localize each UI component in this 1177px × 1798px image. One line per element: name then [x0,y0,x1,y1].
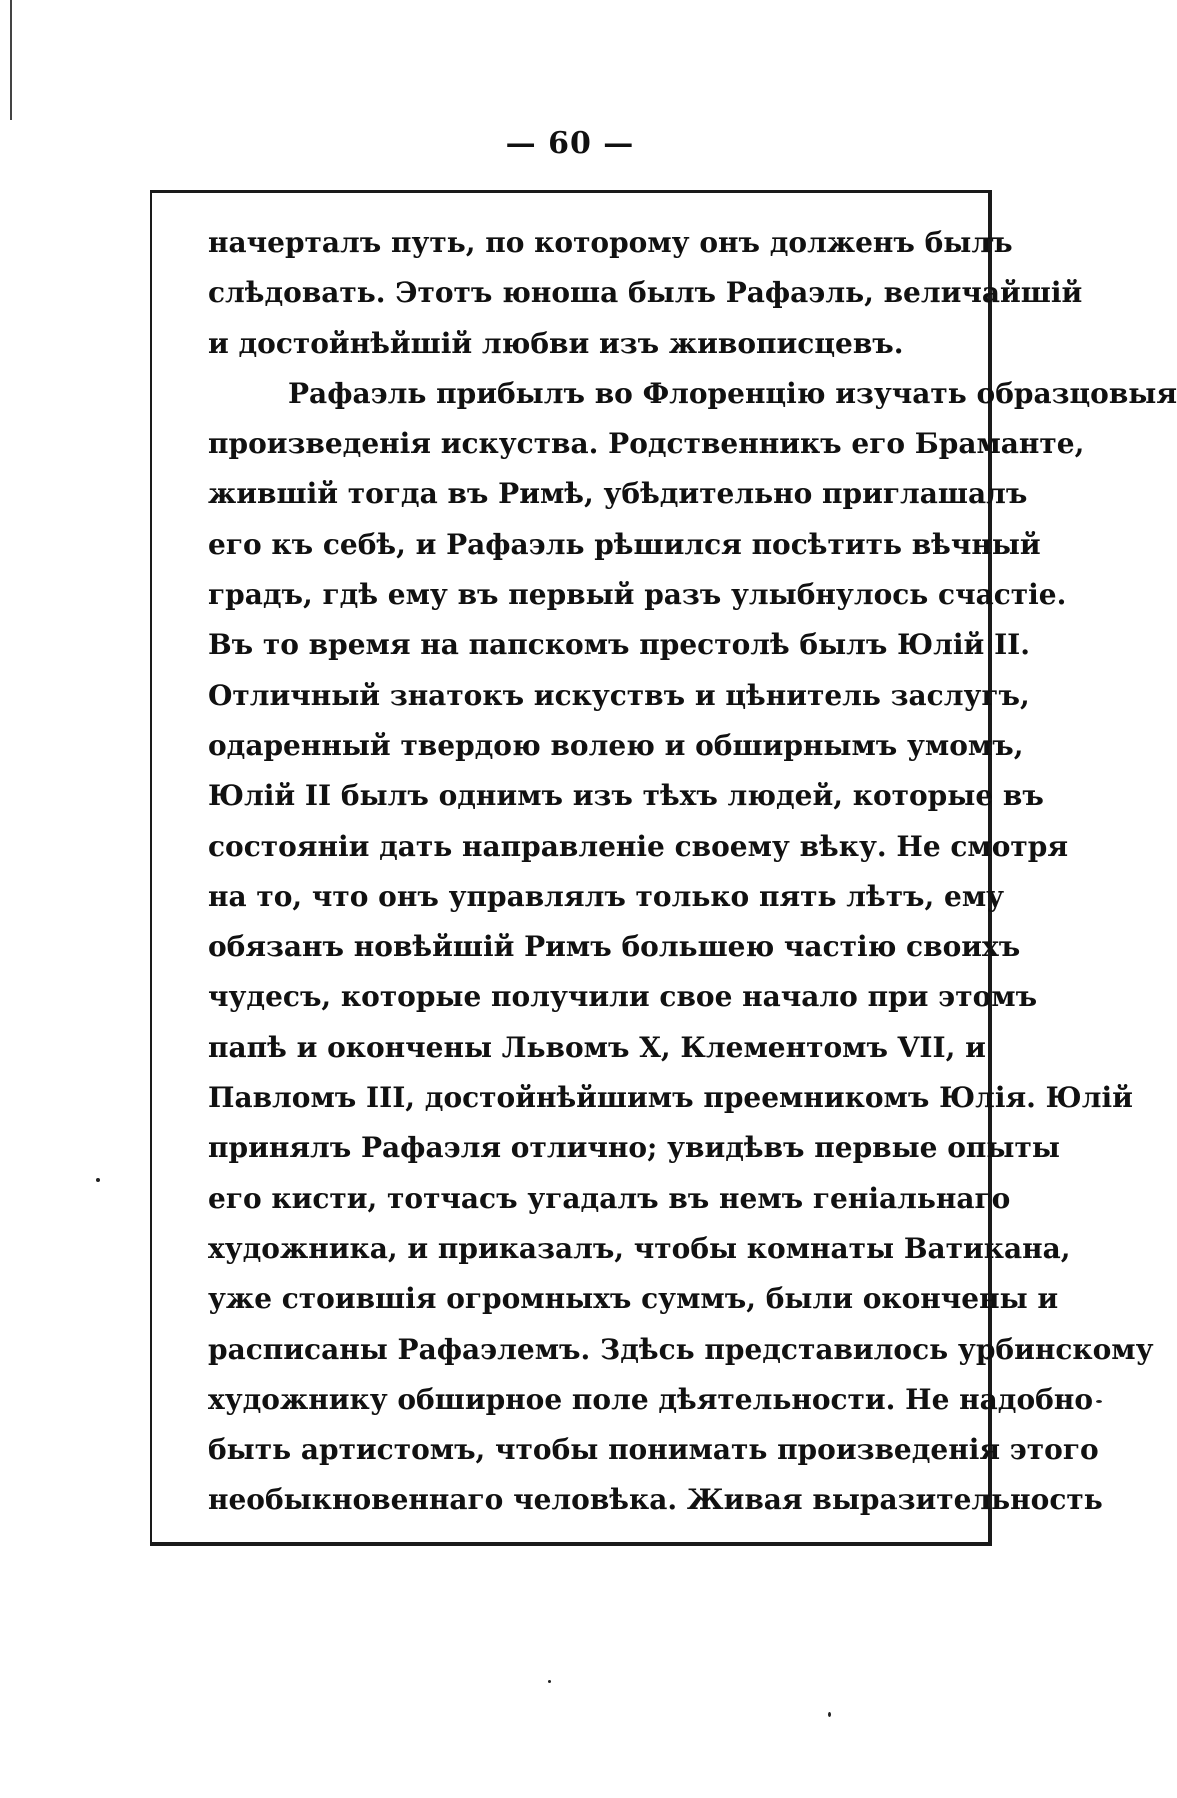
scan-speck [548,1680,551,1683]
text-line: обязанъ новѣйшій Римъ большею частію своихъ [208,930,1021,964]
text-line: и достойнѣйшій любви изъ живописцевъ. [208,326,904,360]
text-line: состояніи дать направленіе своему вѣку. Не смотря [208,829,1069,863]
paragraph-first-line: Рафаэль прибылъ во Флоренцію изучать образцовыя [288,376,1177,410]
scan-speck [96,1178,100,1182]
text-line: его кисти, тотчасъ угадалъ въ немъ геніальнаго [208,1181,1011,1215]
text-line: уже стоившія огромныхъ суммъ, были окончены и [208,1282,1059,1316]
page-number: — 60 — [505,126,635,161]
text-line: его къ себѣ, и Рафаэль рѣшился посѣтить вѣчный [208,527,1041,561]
text-line: папѣ и окончены Львомъ X, Клементомъ VII, и [208,1030,986,1064]
body-text [208,218,1177,1526]
text-line: начерталъ путь, по которому онъ долженъ былъ [208,226,1013,259]
text-line: необыкновеннаго человѣка. Живая выразительность [208,1483,1103,1517]
text-line: Павломъ III, достойнѣйшимъ преемникомъ Юлія. Юлій [208,1081,1133,1115]
text-line: принялъ Рафаэля отлично; увидѣвъ первые опыты [208,1131,1060,1165]
text-line: Отличный знатокъ искуствъ и цѣнитель заслугъ, [208,678,1030,712]
text-line: художнику обширное поле дѣятельности. Не надобно [208,1382,1093,1416]
text-line: произведенія искуства. Родственникъ его Браманте, [208,427,1085,461]
scan-speck [1096,1400,1102,1403]
text-line: чудесъ, которые получили свое начало при этомъ [208,980,1038,1014]
scan-margin-rule [10,0,12,120]
text-line: быть артистомъ, чтобы понимать произведенія этого [208,1433,1099,1467]
text-line: Юлій II былъ однимъ изъ тѣхъ людей, которые въ [208,779,1044,813]
text-line: одаренный твердою волею и обширнымъ умомъ, [208,728,1024,762]
text-line: Въ то время на папскомъ престолѣ былъ Юлій II. [208,628,1031,662]
text-line: слѣдовать. Этотъ юноша былъ Рафаэль, величайшій [208,276,1083,310]
text-line: жившій тогда въ Римѣ, убѣдительно приглашалъ [208,477,1028,511]
text-line: расписаны Рафаэлемъ. Здѣсь представилось урбинскому [208,1332,1154,1366]
scan-speck [828,1712,831,1717]
text-line: на то, что онъ управлялъ только пять лѣтъ, ему [208,879,1005,913]
text-line: градъ, гдѣ ему въ первый разъ улыбнулось счастіе. [208,578,1067,612]
text-line: художника, и приказалъ, чтобы комнаты Ватикана, [208,1231,1071,1265]
